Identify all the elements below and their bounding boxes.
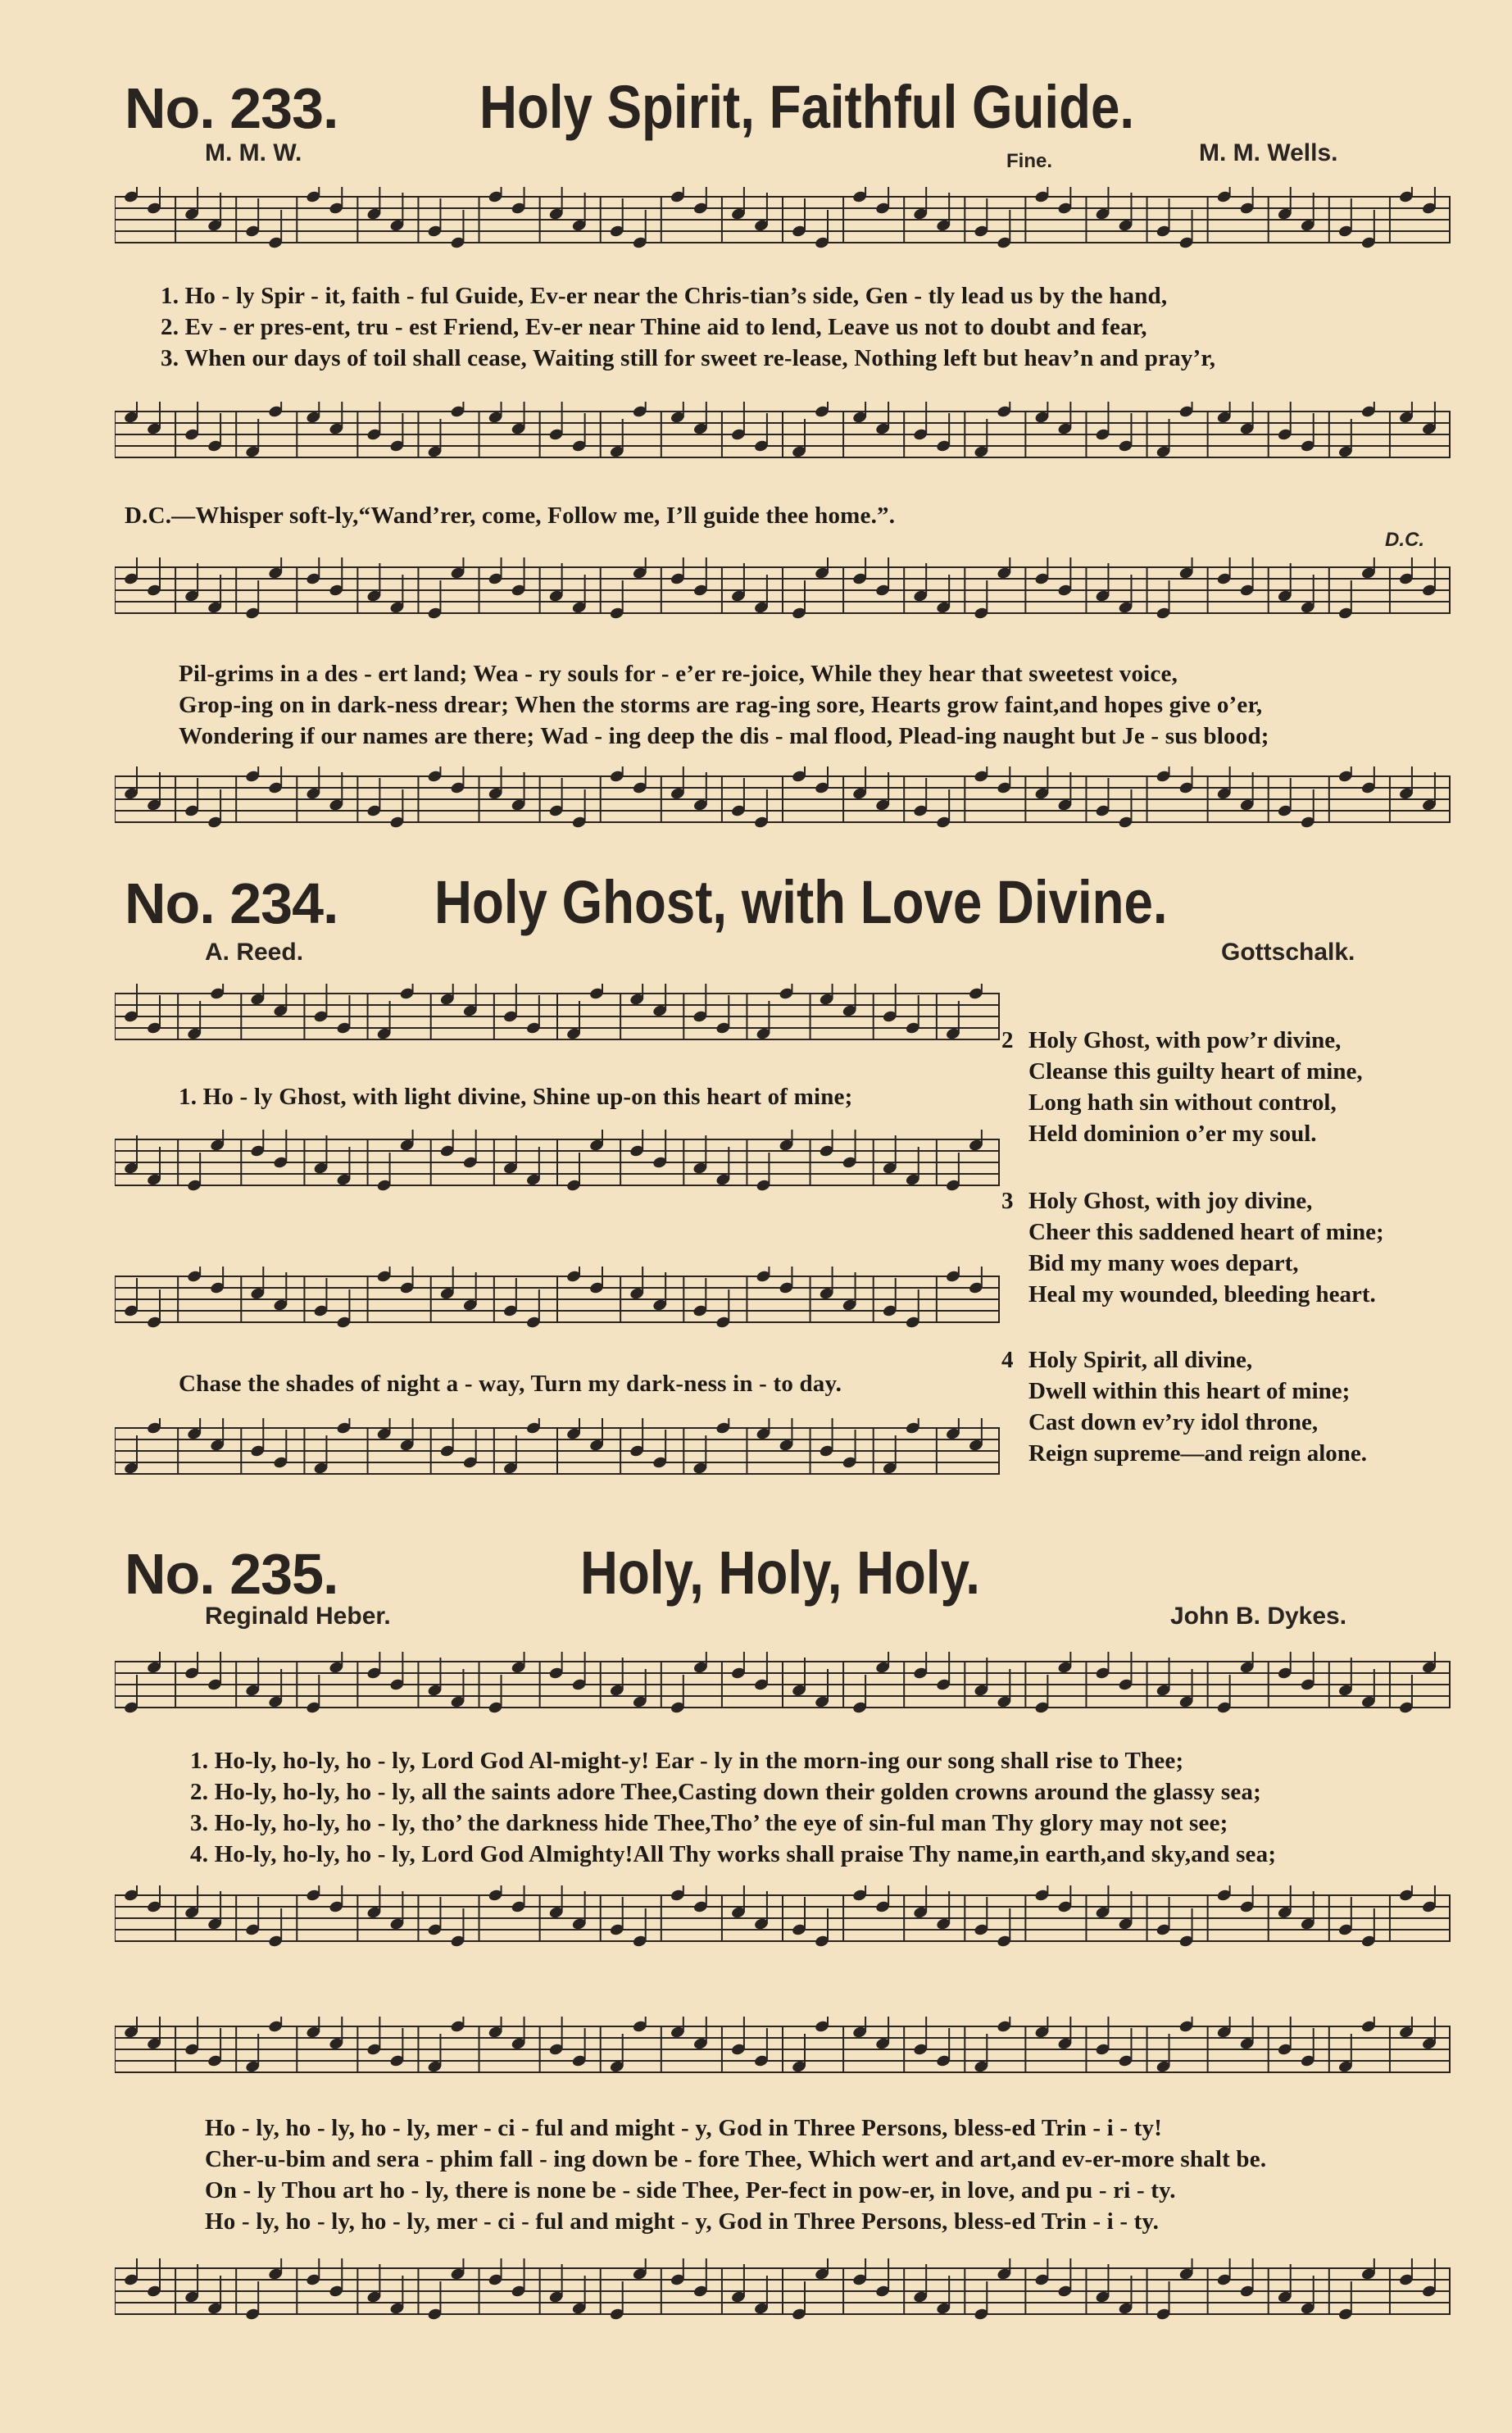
verse-number: 3 bbox=[1001, 1188, 1014, 1214]
hymn-235-title: Holy, Holy, Holy. bbox=[580, 1539, 980, 1607]
hymn-234-treble-staff-1 bbox=[115, 984, 1000, 1057]
lyric-line: Ho - ly, ho - ly, ho - ly, mer - ci - ful and might - y, God in Three Persons, bless-ed Trin - i - ty. bbox=[205, 2208, 1160, 2235]
verse-line: Long hath sin without control, bbox=[1028, 1089, 1337, 1116]
lyric-line: 3. When our days of toil shall cease, Waiting still for sweet re-lease, Nothing left but heav’n and pray’r, bbox=[161, 345, 1216, 371]
hymn-233-music-credit: M. M. Wells. bbox=[1199, 139, 1338, 166]
hymn-235-words-credit: Reginald Heber. bbox=[205, 1603, 391, 1630]
lyric-line: Pil-grims in a des - ert land; Wea - ry souls for - e’er re-joice, While they hear that sweetest voice, bbox=[179, 661, 1178, 687]
verse-line: Holy Ghost, with pow’r divine, bbox=[1028, 1027, 1342, 1053]
verse-line: Dwell within this heart of mine; bbox=[1028, 1378, 1351, 1404]
hymn-235-bass-staff-1 bbox=[115, 1885, 1451, 1959]
hymn-234-number: No. 234. bbox=[125, 871, 338, 935]
verse-line: Held dominion o’er my soul. bbox=[1028, 1121, 1317, 1147]
verse-line: Holy Ghost, with joy divine, bbox=[1028, 1188, 1313, 1214]
hymn-234-title: Holy Ghost, with Love Divine. bbox=[434, 868, 1168, 936]
hymn-233-number: No. 233. bbox=[125, 76, 338, 140]
hymn-235-number: No. 235. bbox=[125, 1542, 338, 1606]
hymn-233-dc-mark: D.C. bbox=[1385, 529, 1424, 551]
verse-number: 4 bbox=[1001, 1347, 1014, 1373]
hymn-235-music-credit: John B. Dykes. bbox=[1170, 1603, 1347, 1630]
verse-line: Reign supreme—and reign alone. bbox=[1028, 1440, 1368, 1467]
hymn-234-bass-staff-1 bbox=[115, 1130, 1000, 1203]
verse-line: Holy Spirit, all divine, bbox=[1028, 1347, 1253, 1373]
lyric-line: Wondering if our names are there; Wad - ing deep the dis - mal flood, Plead-ing naught but Je - sus blood; bbox=[179, 723, 1269, 749]
hymn-234-words-credit: A. Reed. bbox=[205, 939, 304, 966]
hymn-233-treble-staff-1 bbox=[115, 187, 1451, 261]
hymn-233-title: Holy Spirit, Faithful Guide. bbox=[479, 73, 1135, 141]
lyric-line: 1. Ho-ly, ho-ly, ho - ly, Lord God Al-might-y! Ear - ly in the morn-ing our song shall rise to Thee; bbox=[190, 1748, 1184, 1774]
lyric-line: 2. Ho-ly, ho-ly, ho - ly, all the saints adore Thee,Casting down their golden crowns around the glassy sea; bbox=[190, 1779, 1261, 1805]
lyric-line: 4. Ho-ly, ho-ly, ho - ly, Lord God Almighty!All Thy works shall praise Thy name,in earth,and sky,and sea; bbox=[190, 1841, 1277, 1867]
verse-line: Bid my many woes depart, bbox=[1028, 1250, 1299, 1276]
lyric-line: Grop-ing on in dark-ness drear; When the storms are rag-ing sore, Hearts grow faint,and hopes give o’er, bbox=[179, 692, 1263, 718]
hymn-234-bass-staff-2 bbox=[115, 1418, 1000, 1492]
lyric-line: Ho - ly, ho - ly, ho - ly, mer - ci - ful and might - y, God in Three Persons, bless-ed Trin - i - ty! bbox=[205, 2115, 1163, 2141]
verse-number: 2 bbox=[1001, 1027, 1014, 1053]
hymn-235-bass-staff-2 bbox=[115, 2258, 1451, 2332]
verse-line: Heal my wounded, bleeding heart. bbox=[1028, 1281, 1376, 1307]
hymn-235-treble-staff-1 bbox=[115, 1652, 1451, 1726]
lyric-line: 2. Ev - er pres-ent, tru - est Friend, Ev-er near Thine aid to lend, Leave us not to doubt and fear, bbox=[161, 314, 1147, 340]
verse-line: Cast down ev’ry idol throne, bbox=[1028, 1409, 1319, 1435]
lyric-line: On - ly Thou art ho - ly, there is none be - side Thee, Per-fect in pow-er, in love, and pu - ri - ty. bbox=[205, 2177, 1176, 2203]
hymn-233-treble-staff-2 bbox=[115, 557, 1451, 631]
hymn-233-bass-staff-1 bbox=[115, 402, 1451, 475]
hymn-235-treble-staff-2 bbox=[115, 2017, 1451, 2090]
lyric-line: Cher-u-bim and sera - phim fall - ing down be - fore Thee, Which wert and art,and ev-er-more shalt be. bbox=[205, 2146, 1267, 2172]
verse-line: Cleanse this guilty heart of mine, bbox=[1028, 1058, 1363, 1085]
hymn-234-music-credit: Gottschalk. bbox=[1221, 939, 1355, 966]
lyric-line: 1. Ho - ly Spir - it, faith - ful Guide, Ev-er near the Chris-tian’s side, Gen - tly lead us by the hand, bbox=[161, 283, 1168, 309]
verse-line: Cheer this saddened heart of mine; bbox=[1028, 1219, 1384, 1245]
lyric-line: 3. Ho-ly, ho-ly, ho - ly, tho’ the darkness hide Thee,Tho’ the eye of sin-ful man Thy glory may not see; bbox=[190, 1810, 1228, 1836]
hymn-234-lyric-line-1: 1. Ho - ly Ghost, with light divine, Shine up-on this heart of mine; bbox=[179, 1084, 853, 1110]
hymn-233-bass-staff-2 bbox=[115, 766, 1451, 840]
hymn-233-fine-mark: Fine. bbox=[1006, 150, 1053, 172]
hymn-234-treble-staff-2 bbox=[115, 1267, 1000, 1340]
hymn-233-words-credit: M. M. W. bbox=[205, 139, 302, 166]
hymn-234-lyric-line-2: Chase the shades of night a - way, Turn my dark-ness in - to day. bbox=[179, 1371, 842, 1397]
hymn-233-dc-line: D.C.—Whisper soft-ly,“Wand’rer, come, Follow me, I’ll guide thee home.”. bbox=[125, 503, 896, 529]
